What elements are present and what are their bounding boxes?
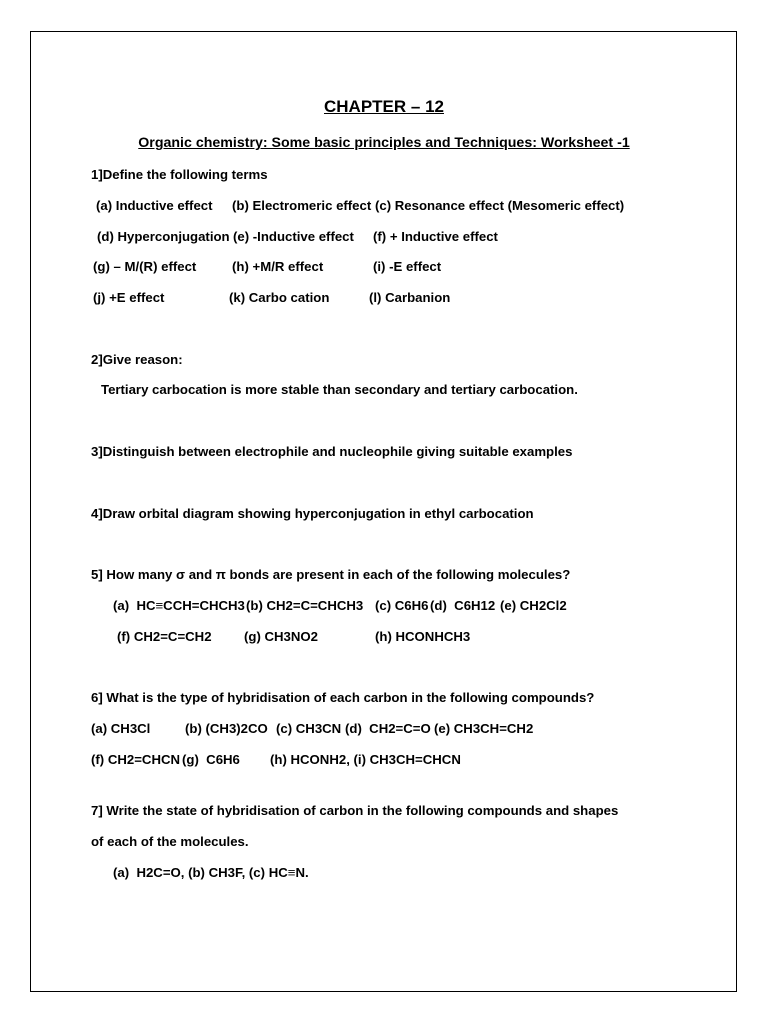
q5-molecule-a: (a) HC≡CCH=CHCH3 xyxy=(113,598,245,613)
q1-term-f: (f) + Inductive effect xyxy=(373,229,498,244)
q1-term-h: (h) +M/R effect xyxy=(232,259,324,274)
q5-molecule-b: (b) CH2=C=CHCH3 xyxy=(246,598,364,613)
q6-heading: 6] What is the type of hybridisation of each carbon in the following compounds? xyxy=(91,690,595,705)
q7-heading-line1: 7] Write the state of hybridisation of carbon in the following compounds and shapes xyxy=(91,803,619,818)
q1-term-i: (i) -E effect xyxy=(373,259,442,274)
q1-term-l: (l) Carbanion xyxy=(369,290,451,305)
q2-text: Tertiary carbocation is more stable than secondary and tertiary carbocation. xyxy=(101,382,578,397)
q6-compound-c: (c) CH3CN xyxy=(276,721,342,736)
q1-term-d: (d) Hyperconjugation xyxy=(97,229,230,244)
q7-heading-line2: of each of the molecules. xyxy=(91,834,249,849)
q3-heading: 3]Distinguish between electrophile and nucleophile giving suitable examples xyxy=(91,444,573,459)
q6-compound-b: (b) (CH3)2CO xyxy=(185,721,268,736)
q1-term-e: (e) -Inductive effect xyxy=(233,229,354,244)
worksheet-subtitle: Organic chemistry: Some basic principles and Techniques: Worksheet -1 xyxy=(138,135,630,151)
q5-molecule-e: (e) CH2Cl2 xyxy=(500,598,567,613)
q1-term-j: (j) +E effect xyxy=(93,290,165,305)
q1-heading: 1]Define the following terms xyxy=(91,167,268,182)
q6-compound-d: (d) CH2=C=O xyxy=(345,721,431,736)
q7-compounds: (a) H2C=O, (b) CH3F, (c) HC≡N. xyxy=(113,865,309,880)
q6-compound-a: (a) CH3Cl xyxy=(91,721,151,736)
q5-molecule-h: (h) HCONHCH3 xyxy=(375,629,471,644)
q2-heading: 2]Give reason: xyxy=(91,352,183,367)
q6-compound-h-i: (h) HCONH2, (i) CH3CH=CHCN xyxy=(270,752,461,767)
q4-heading: 4]Draw orbital diagram showing hyperconjugation in ethyl carbocation xyxy=(91,506,534,521)
q5-molecule-g: (g) CH3NO2 xyxy=(244,629,318,644)
q5-molecule-d: (d) C6H12 xyxy=(430,598,496,613)
page-title: CHAPTER – 12 xyxy=(324,97,444,116)
q5-heading: 5] How many σ and π bonds are present in each of the following molecules? xyxy=(91,567,571,582)
q6-compound-f: (f) CH2=CHCN xyxy=(91,752,181,767)
q1-term-b: (b) Electromeric effect xyxy=(232,198,372,213)
q1-term-c: (c) Resonance effect (Mesomeric effect) xyxy=(375,198,625,213)
q1-term-a: (a) Inductive effect xyxy=(96,198,213,213)
q1-term-k: (k) Carbo cation xyxy=(229,290,330,305)
q6-compound-g: (g) C6H6 xyxy=(182,752,240,767)
q5-molecule-c: (c) C6H6 xyxy=(375,598,429,613)
q5-molecule-f: (f) CH2=C=CH2 xyxy=(117,629,212,644)
q1-term-g: (g) – M/(R) effect xyxy=(93,259,197,274)
q6-compound-e: (e) CH3CH=CH2 xyxy=(434,721,534,736)
